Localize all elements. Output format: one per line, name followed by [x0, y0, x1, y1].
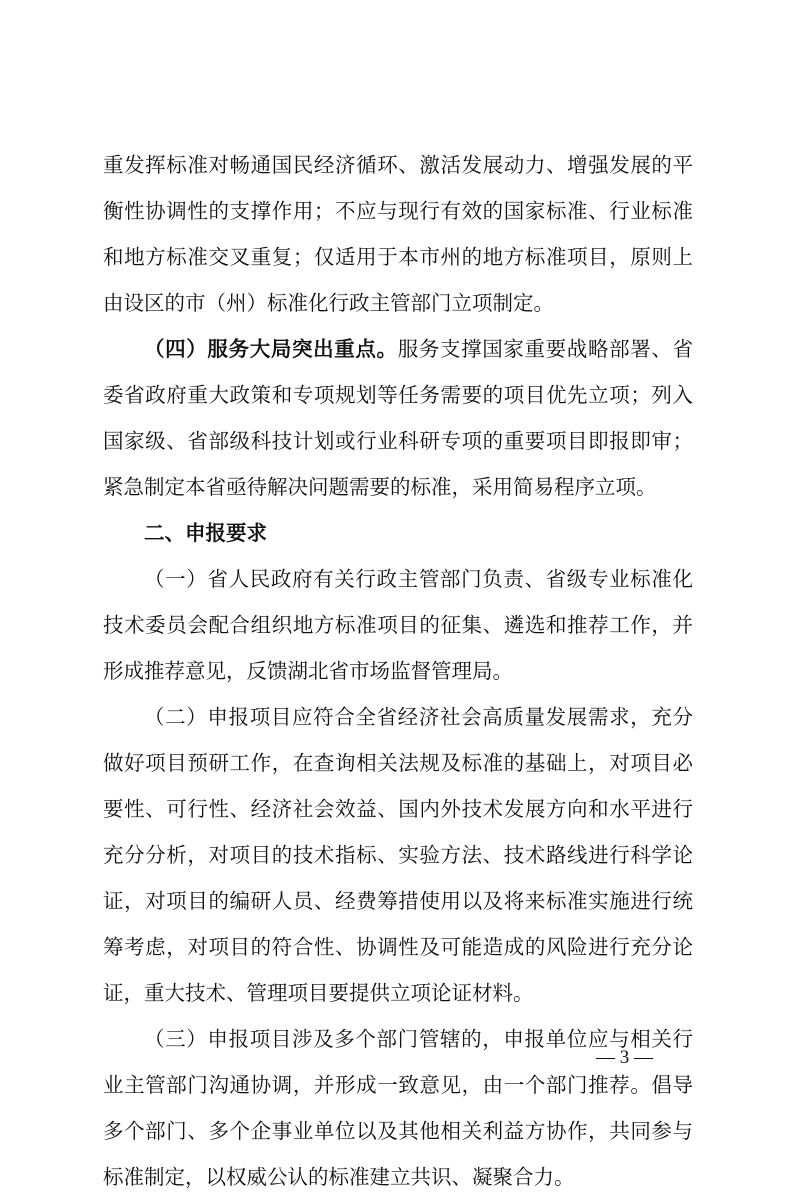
- page-number: — 3 —: [596, 1047, 653, 1068]
- paragraph-four-text: 服务支撑国家重要战略部署、省: [397, 337, 693, 361]
- text-line: 证，重大技术、管理项目要提供立项论证材料。: [103, 981, 534, 1005]
- text-line: 筹考虑，对项目的符合性、协调性及可能造成的风险进行充分论: [103, 935, 693, 959]
- text-line: 国家级、省部级科技计划或行业科研专项的重要项目即报即审；: [103, 429, 693, 453]
- text-line: 和地方标准交叉重复；仅适用于本市州的地方标准项目，原则上: [103, 245, 693, 269]
- text-line: 重发挥标准对畅通国民经济循环、激活发展动力、增强发展的平: [103, 153, 693, 177]
- text-line: 形成推荐意见，反馈湖北省市场监督管理局。: [103, 659, 513, 683]
- text-line: 衡性协调性的支撑作用；不应与现行有效的国家标准、行业标准: [103, 199, 693, 223]
- text-line: （一）省人民政府有关行政主管部门负责、省级专业标准化: [144, 567, 693, 591]
- text-line: 委省政府重大政策和专项规划等任务需要的项目优先立项；列入: [103, 383, 693, 407]
- text-line: （二）申报项目应符合全省经济社会高质量发展需求，充分: [144, 705, 693, 729]
- text-line: 紧急制定本省亟待解决问题需要的标准，采用简易程序立项。: [103, 475, 657, 499]
- document-body: [103, 142, 693, 1200]
- text-line: 要性、可行性、经济社会效益、国内外技术发展方向和水平进行: [103, 797, 693, 821]
- section-heading: 二、申报要求: [144, 521, 267, 545]
- text-line: 标准制定，以权威公认的标准建立共识、凝聚合力。: [103, 1165, 575, 1189]
- text-line: 多个部门、多个企事业单位以及其他相关利益方协作，共同参与: [103, 1119, 693, 1143]
- text-line: 技术委员会配合组织地方标准项目的征集、遴选和推荐工作，并: [103, 613, 693, 637]
- paragraph-four-first-line: [103, 326, 693, 372]
- text-line: 由设区的市（州）标准化行政主管部门立项制定。: [103, 291, 554, 315]
- text-line: 证，对项目的编研人员、经费筹措使用以及将来标准实施进行统: [103, 889, 693, 913]
- paragraph-four-title: （四）服务大局突出重点。: [144, 337, 398, 361]
- text-line: 做好项目预研工作，在查询相关法规及标准的基础上，对项目必: [103, 751, 693, 775]
- text-line: （三）申报项目涉及多个部门管辖的，申报单位应与相关行: [144, 1027, 693, 1051]
- text-line: 业主管部门沟通协调，并形成一致意见，由一个部门推荐。倡导: [103, 1073, 693, 1097]
- text-line: 充分分析，对项目的技术指标、实验方法、技术路线进行科学论: [103, 843, 693, 867]
